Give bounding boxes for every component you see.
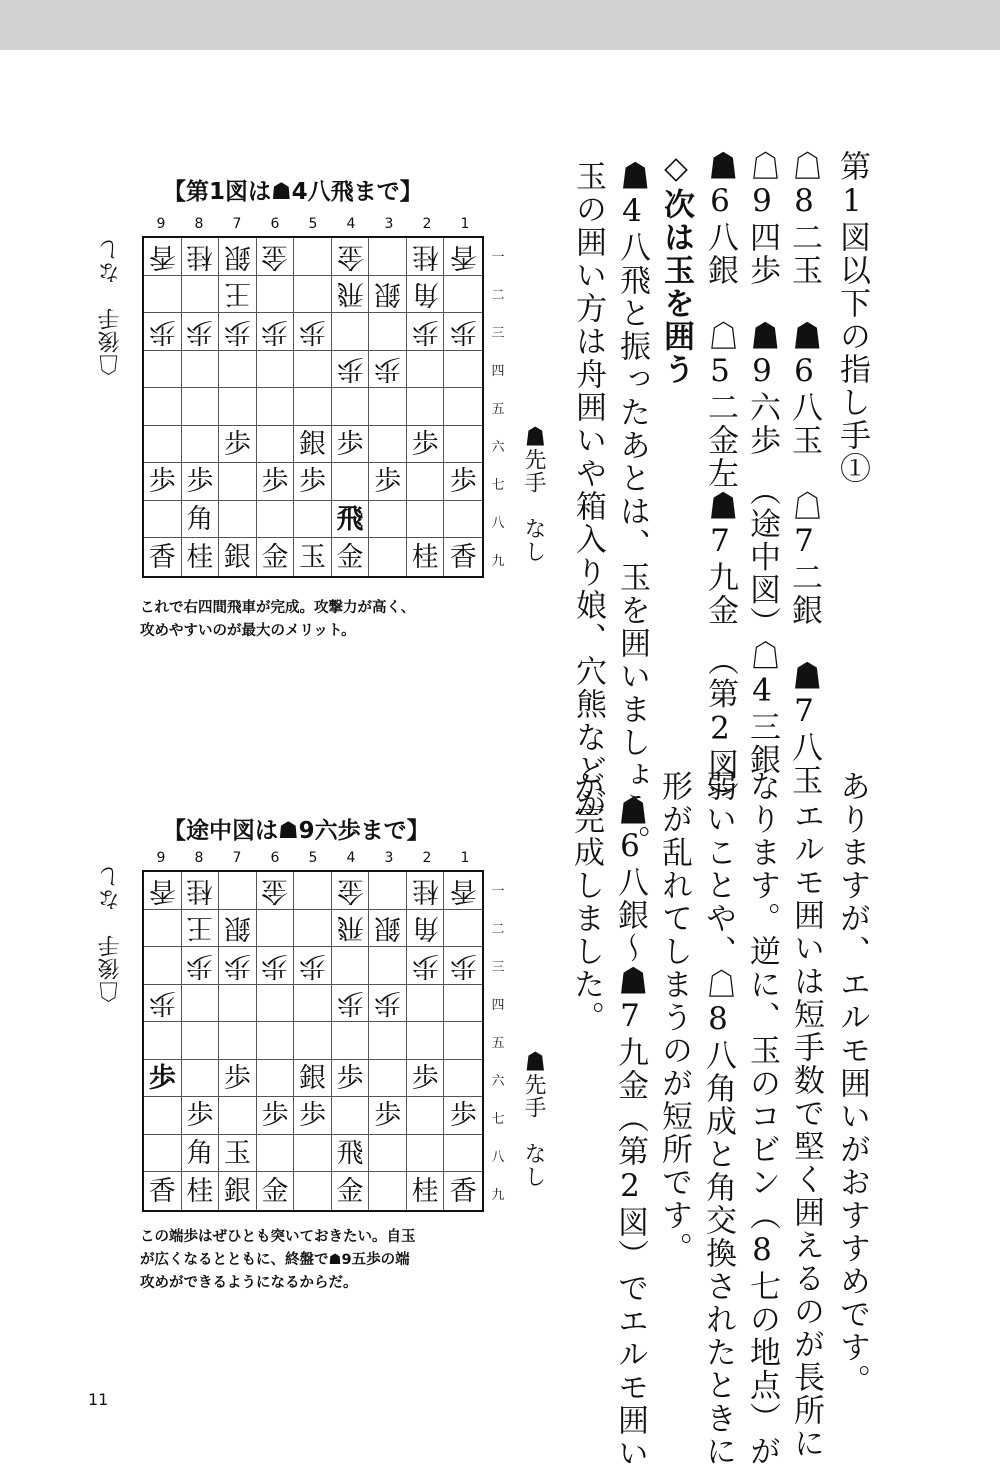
- gote-piece: 歩: [257, 947, 295, 985]
- empty-square: [219, 501, 257, 539]
- gote-piece: 金: [257, 872, 295, 910]
- empty-square: [294, 872, 332, 910]
- empty-square: [144, 388, 182, 426]
- sente-piece: 歩: [294, 1097, 332, 1135]
- empty-square: [444, 1135, 482, 1173]
- empty-square: [144, 426, 182, 464]
- rank-label: 七: [491, 1111, 505, 1127]
- empty-square: [257, 1060, 295, 1098]
- file-label: 1: [460, 850, 470, 866]
- empty-square: [294, 1172, 332, 1210]
- diagram2-board: [142, 870, 484, 1212]
- empty-square: [407, 351, 445, 389]
- top-banner: [0, 0, 1000, 50]
- gote-piece: 金: [257, 238, 295, 276]
- body-line-2: 玉の囲い方は舟囲いや箱入り娘、穴熊などが: [570, 160, 606, 820]
- moves-heading: 第1図以下の指し手①: [834, 150, 870, 485]
- move-line-2: ☖9四歩 ☗9六歩 （途中図）☖4三銀: [744, 150, 780, 777]
- empty-square: [369, 388, 407, 426]
- empty-square: [332, 1097, 370, 1135]
- rank-label: 三: [491, 959, 505, 975]
- gote-piece: 歩: [369, 351, 407, 389]
- lower-line-5: 形が乱れてしまうのが短所です。: [656, 770, 692, 1265]
- empty-square: [369, 1060, 407, 1098]
- gote-piece: 角: [407, 276, 445, 314]
- file-label: 7: [232, 216, 242, 232]
- empty-square: [407, 388, 445, 426]
- empty-square: [332, 1022, 370, 1060]
- sente-piece: 歩: [332, 426, 370, 464]
- lower-line-1: ありますが、エルモ囲いがおすすめです。: [834, 770, 870, 1397]
- sente-piece: 香: [144, 538, 182, 576]
- gote-piece: 金: [332, 238, 370, 276]
- rank-label: 四: [491, 363, 505, 379]
- lower-line-3: なります。逆に、玉のコビン（8七の地点）が: [744, 770, 780, 1468]
- empty-square: [257, 426, 295, 464]
- file-label: 6: [270, 216, 280, 232]
- empty-square: [182, 426, 220, 464]
- rank-label: 四: [491, 997, 505, 1013]
- empty-square: [294, 276, 332, 314]
- gote-piece: 歩: [444, 947, 482, 985]
- empty-square: [219, 872, 257, 910]
- sente-piece: 飛: [332, 1135, 370, 1173]
- body-line-1: ☗4八飛と振ったあとは、玉を囲いましょう。: [614, 160, 650, 858]
- sente-piece: 歩: [369, 1097, 407, 1135]
- diagram2-caption: [140, 1226, 520, 1295]
- empty-square: [294, 388, 332, 426]
- empty-square: [144, 1135, 182, 1173]
- rank-label: 一: [491, 883, 505, 899]
- empty-square: [182, 985, 220, 1023]
- rank-label: 二: [491, 921, 505, 937]
- sente-piece: 角: [182, 1135, 220, 1173]
- diagram1-title: 【第1図は☗4八飛まで】: [163, 179, 423, 205]
- file-label: 5: [308, 216, 318, 232]
- file-label: 5: [308, 850, 318, 866]
- empty-square: [257, 1135, 295, 1173]
- gote-piece: 歩: [219, 313, 257, 351]
- empty-square: [144, 276, 182, 314]
- sente-piece: 銀: [294, 1060, 332, 1098]
- gote-piece: 歩: [144, 985, 182, 1023]
- gote-piece: 歩: [182, 947, 220, 985]
- empty-square: [444, 501, 482, 539]
- empty-square: [257, 985, 295, 1023]
- gote-piece: 歩: [294, 313, 332, 351]
- gote-piece: 王: [182, 910, 220, 948]
- empty-square: [294, 501, 332, 539]
- empty-square: [219, 463, 257, 501]
- sente-piece: 歩: [294, 463, 332, 501]
- file-label: 2: [422, 850, 432, 866]
- gote-piece: 角: [407, 910, 445, 948]
- gote-piece: 飛: [332, 276, 370, 314]
- empty-square: [407, 1097, 445, 1135]
- empty-square: [182, 276, 220, 314]
- empty-square: [257, 1022, 295, 1060]
- rank-label: 八: [491, 1149, 505, 1165]
- empty-square: [369, 947, 407, 985]
- sente-piece: 歩: [444, 1097, 482, 1135]
- gote-piece: 歩: [332, 985, 370, 1023]
- gote-piece: 銀: [219, 910, 257, 948]
- sente-piece: 歩: [407, 426, 445, 464]
- sente-piece: 歩: [219, 1060, 257, 1098]
- diagram2-file-labels: [142, 850, 484, 866]
- gote-piece: 桂: [182, 872, 220, 910]
- gote-piece: 歩: [407, 313, 445, 351]
- sente-piece: 桂: [182, 538, 220, 576]
- empty-square: [444, 351, 482, 389]
- empty-square: [444, 910, 482, 948]
- empty-square: [219, 351, 257, 389]
- empty-square: [219, 388, 257, 426]
- gote-piece: 歩: [257, 313, 295, 351]
- gote-piece: 香: [144, 872, 182, 910]
- gote-piece: 歩: [444, 313, 482, 351]
- diagram2-title: 【途中図は☗9六歩まで】: [163, 818, 430, 844]
- caption-line: が広くなるとともに、終盤で☗9五歩の端: [140, 1252, 410, 1268]
- empty-square: [369, 872, 407, 910]
- empty-square: [257, 910, 295, 948]
- rank-label: 二: [491, 287, 505, 303]
- gote-piece: 銀: [369, 910, 407, 948]
- gote-piece: 金: [332, 872, 370, 910]
- empty-square: [182, 351, 220, 389]
- sente-piece: 飛: [332, 501, 370, 539]
- sente-piece: 歩: [182, 463, 220, 501]
- move-line-3: ☗6八銀 ☖5二金左☗7九金 （第2図）: [702, 150, 738, 815]
- gote-piece: 銀: [219, 238, 257, 276]
- file-label: 4: [346, 850, 356, 866]
- empty-square: [144, 1022, 182, 1060]
- sente-piece: 金: [332, 1172, 370, 1210]
- page-number: 11: [88, 1390, 109, 1409]
- empty-square: [369, 1022, 407, 1060]
- file-label: 8: [194, 850, 204, 866]
- empty-square: [294, 910, 332, 948]
- empty-square: [219, 1097, 257, 1135]
- sente-piece: 歩: [257, 1097, 295, 1135]
- file-label: 7: [232, 850, 242, 866]
- empty-square: [182, 1060, 220, 1098]
- empty-square: [444, 426, 482, 464]
- gote-piece: 歩: [294, 947, 332, 985]
- gote-piece: 歩: [369, 985, 407, 1023]
- empty-square: [369, 501, 407, 539]
- file-label: 9: [156, 850, 166, 866]
- sente-piece: 歩: [369, 463, 407, 501]
- rank-label: 五: [491, 1035, 505, 1051]
- empty-square: [182, 388, 220, 426]
- sente-piece: 桂: [407, 538, 445, 576]
- empty-square: [332, 313, 370, 351]
- empty-square: [369, 426, 407, 464]
- file-label: 9: [156, 216, 166, 232]
- sente-piece: 金: [257, 538, 295, 576]
- gote-piece: 歩: [219, 947, 257, 985]
- sente-piece: 香: [144, 1172, 182, 1210]
- diagram2-rank-labels: [490, 870, 506, 1212]
- sente-piece: 角: [182, 501, 220, 539]
- sente-piece: 金: [332, 538, 370, 576]
- sente-piece: 歩: [182, 1097, 220, 1135]
- diagram2-sente-label: ☗先手 なし: [521, 1050, 546, 1188]
- empty-square: [444, 388, 482, 426]
- gote-piece: 王: [219, 276, 257, 314]
- empty-square: [144, 910, 182, 948]
- diagram1-rank-labels: [490, 236, 506, 578]
- file-label: 4: [346, 216, 356, 232]
- diagram1-gote-label: ☖後手 なし: [98, 238, 123, 376]
- empty-square: [144, 501, 182, 539]
- empty-square: [144, 1097, 182, 1135]
- gote-piece: 歩: [182, 313, 220, 351]
- empty-square: [407, 1135, 445, 1173]
- sente-piece: 歩: [144, 463, 182, 501]
- sente-piece: 歩: [332, 1060, 370, 1098]
- empty-square: [219, 1022, 257, 1060]
- empty-square: [444, 985, 482, 1023]
- gote-piece: 歩: [407, 947, 445, 985]
- empty-square: [369, 313, 407, 351]
- rank-label: 八: [491, 515, 505, 531]
- empty-square: [332, 947, 370, 985]
- gote-piece: 桂: [407, 238, 445, 276]
- file-label: 2: [422, 216, 432, 232]
- caption-line: 攻めやすいのが最大のメリット。: [140, 623, 356, 639]
- caption-line: この端歩はぜひとも突いておきたい。自玉: [140, 1229, 416, 1245]
- lower-line-6: ☗6八銀～☗7九金（第2図）でエルモ囲い: [612, 795, 648, 1470]
- empty-square: [182, 1022, 220, 1060]
- sente-piece: 歩: [444, 463, 482, 501]
- empty-square: [294, 351, 332, 389]
- gote-piece: 銀: [369, 276, 407, 314]
- empty-square: [294, 1135, 332, 1173]
- empty-square: [257, 351, 295, 389]
- empty-square: [444, 1022, 482, 1060]
- file-label: 1: [460, 216, 470, 232]
- sente-piece: 歩: [407, 1060, 445, 1098]
- empty-square: [219, 985, 257, 1023]
- sente-piece: 金: [257, 1172, 295, 1210]
- file-label: 3: [384, 850, 394, 866]
- rank-label: 六: [491, 439, 505, 455]
- file-label: 8: [194, 216, 204, 232]
- sente-piece: 歩: [219, 426, 257, 464]
- gote-piece: 歩: [332, 351, 370, 389]
- lower-line-2: エルモ囲いは短手数で堅く囲えるのが長所に: [788, 800, 824, 1460]
- move-line-1: ☖8二玉 ☗6八玉 ☖7二銀 ☗7八玉: [786, 150, 822, 797]
- diagram1-file-labels: [142, 216, 484, 232]
- sente-piece: 玉: [219, 1135, 257, 1173]
- empty-square: [407, 501, 445, 539]
- empty-square: [369, 1135, 407, 1173]
- sente-piece: 桂: [407, 1172, 445, 1210]
- rank-label: 九: [491, 553, 505, 569]
- rank-label: 九: [491, 1187, 505, 1203]
- caption-line: これで右四間飛車が完成。攻撃力が高く、: [140, 600, 416, 616]
- sente-piece: 銀: [219, 1172, 257, 1210]
- diagram1-board: [142, 236, 484, 578]
- empty-square: [444, 276, 482, 314]
- empty-square: [294, 1022, 332, 1060]
- empty-square: [294, 238, 332, 276]
- gote-piece: 桂: [182, 238, 220, 276]
- rank-label: 一: [491, 249, 505, 265]
- empty-square: [144, 351, 182, 389]
- empty-square: [332, 463, 370, 501]
- rank-label: 三: [491, 325, 505, 341]
- empty-square: [369, 238, 407, 276]
- file-label: 6: [270, 850, 280, 866]
- gote-piece: 香: [444, 238, 482, 276]
- sente-piece: 銀: [294, 426, 332, 464]
- empty-square: [369, 538, 407, 576]
- sente-piece: 玉: [294, 538, 332, 576]
- empty-square: [444, 1060, 482, 1098]
- gote-piece: 歩: [144, 313, 182, 351]
- sente-piece: 香: [449, 1175, 477, 1207]
- empty-square: [294, 985, 332, 1023]
- gote-piece: 飛: [332, 910, 370, 948]
- empty-square: [257, 388, 295, 426]
- section-subheading: ◇次は玉を囲う: [658, 150, 694, 386]
- empty-square: [144, 947, 182, 985]
- diagram1-caption: [140, 597, 520, 643]
- rank-label: 六: [491, 1073, 505, 1089]
- empty-square: [257, 276, 295, 314]
- rank-label: 五: [491, 401, 505, 417]
- diagram1-sente-label: ☗先手 なし: [521, 425, 546, 563]
- empty-square: [407, 985, 445, 1023]
- empty-square: [332, 388, 370, 426]
- caption-line: 攻めができるようになるからだ。: [140, 1275, 358, 1291]
- rank-label: 七: [491, 477, 505, 493]
- lower-line-4: 弱いことや、☖8八角成と角交換されたときに: [700, 770, 736, 1468]
- file-label: 3: [384, 216, 394, 232]
- sente-piece: 銀: [219, 538, 257, 576]
- sente-piece: 歩: [144, 1060, 182, 1098]
- gote-piece: 香: [144, 238, 182, 276]
- empty-square: [369, 1172, 407, 1210]
- diagram2-gote-label: ☖後手 なし: [98, 865, 123, 1003]
- gote-piece: 桂: [407, 872, 445, 910]
- sente-piece: 歩: [257, 463, 295, 501]
- empty-square: [257, 501, 295, 539]
- gote-piece: 香: [444, 872, 482, 910]
- lower-line-7: が完成しました。: [568, 770, 604, 1034]
- empty-square: [407, 1022, 445, 1060]
- sente-piece: 香: [449, 541, 477, 573]
- sente-piece: 桂: [182, 1172, 220, 1210]
- empty-square: [407, 463, 445, 501]
